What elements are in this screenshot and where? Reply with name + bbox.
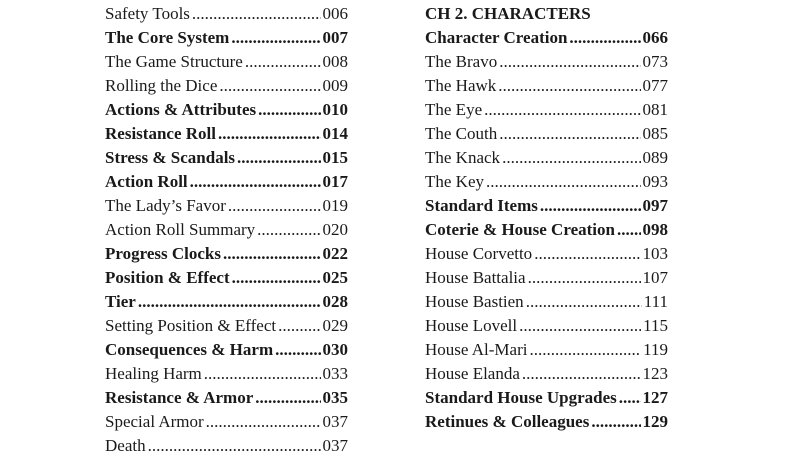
toc-entry-page: 123 (642, 364, 668, 383)
toc-entry[interactable] (425, 122, 668, 146)
dot-leader (223, 242, 320, 266)
dot-leader (540, 194, 641, 218)
dot-leader (619, 386, 641, 410)
dot-leader (255, 386, 320, 410)
toc-entry-title: Consequences & Harm (105, 340, 274, 359)
dot-leader (245, 50, 321, 74)
toc-entry[interactable] (425, 218, 668, 242)
toc-entry-page: 103 (642, 244, 668, 263)
dot-leader (528, 266, 641, 290)
toc-entry-title: The Eye (425, 100, 483, 119)
toc-entry[interactable] (105, 26, 348, 50)
toc-entry-title: The Lady’s Favor (105, 196, 226, 215)
toc-entry-title: Safety Tools (105, 4, 190, 23)
toc-entry-title: Actions & Attributes (105, 100, 257, 119)
toc-entry-title: Setting Position & Effect (105, 316, 277, 335)
dot-leader (190, 170, 321, 194)
toc-entry[interactable] (105, 362, 348, 386)
toc-entry[interactable] (105, 242, 348, 266)
toc-entry-page: 097 (642, 196, 668, 215)
dot-leader (275, 338, 320, 362)
toc-entry[interactable] (425, 266, 668, 290)
toc-entry-page: 015 (322, 148, 348, 167)
toc-entry-page: 037 (322, 412, 348, 431)
dot-leader (499, 50, 640, 74)
dot-leader (237, 146, 320, 170)
dot-leader (617, 218, 641, 242)
dot-leader (258, 98, 320, 122)
toc-entry-page: 077 (642, 76, 668, 95)
dot-leader (569, 26, 640, 50)
toc-right-column (425, 2, 668, 434)
toc-entry-title: Healing Harm (105, 364, 202, 383)
toc-entry-page: 020 (322, 220, 348, 239)
dot-leader (228, 194, 321, 218)
toc-entry[interactable] (425, 314, 668, 338)
toc-entry[interactable] (105, 434, 348, 458)
toc-entry[interactable] (425, 50, 668, 74)
toc-entry-page: 119 (643, 340, 668, 359)
toc-entry-page: 107 (642, 268, 668, 287)
toc-entry-page: 014 (322, 124, 348, 143)
toc-entry[interactable] (105, 410, 348, 434)
toc-entry-title: Resistance & Armor (105, 388, 254, 407)
toc-entry-title: Standard House Upgrades (425, 388, 617, 407)
toc-entry-page: 025 (322, 268, 348, 287)
toc-entry-page: 089 (642, 148, 668, 167)
dot-leader (591, 410, 640, 434)
toc-entry[interactable] (425, 338, 668, 362)
toc-entry-page: 085 (642, 124, 668, 143)
toc-entry-title: Resistance Roll (105, 124, 216, 143)
dot-leader (526, 290, 642, 314)
toc-entry-page: 022 (322, 244, 348, 263)
toc-entry-title: House Elanda (425, 364, 520, 383)
toc-entry-page: 035 (322, 388, 348, 407)
dot-leader (138, 290, 321, 314)
toc-entry-page: 081 (642, 100, 668, 119)
dot-leader (204, 362, 321, 386)
toc-entry-page: 073 (642, 52, 668, 71)
toc-entry[interactable] (105, 290, 348, 314)
toc-entry-title: Tier (105, 292, 136, 311)
toc-entry-title: Progress Clocks (105, 244, 222, 263)
toc-entry-page: 017 (322, 172, 348, 191)
dot-leader (486, 170, 640, 194)
toc-entry[interactable] (105, 338, 348, 362)
dot-leader (232, 266, 321, 290)
toc-entry-title: Action Roll (105, 172, 188, 191)
toc-entry-title: Character Creation (425, 28, 568, 47)
toc-entry[interactable] (105, 50, 348, 74)
toc-entry-title: Death (105, 436, 146, 455)
toc-left-column (105, 2, 348, 458)
toc-entry-title: House Bastien (425, 292, 524, 311)
toc-entry[interactable] (425, 242, 668, 266)
toc-entry-page: 009 (322, 76, 348, 95)
toc-entry-page: 028 (322, 292, 348, 311)
dot-leader (257, 218, 320, 242)
toc-entry-title: House Al-Mari (425, 340, 528, 359)
toc-entry-page: 127 (642, 388, 668, 407)
toc-entry-page: 066 (642, 28, 668, 47)
toc-entry[interactable] (425, 386, 668, 410)
toc-entry-page: 093 (642, 172, 668, 191)
toc-entry[interactable] (105, 74, 348, 98)
dot-leader (218, 122, 321, 146)
toc-entry[interactable] (425, 410, 668, 434)
dot-leader (502, 146, 640, 170)
toc-entry[interactable] (425, 194, 668, 218)
toc-entry-title: The Game Structure (105, 52, 243, 71)
dot-leader (498, 74, 640, 98)
toc-entry[interactable] (105, 98, 348, 122)
toc-entry[interactable] (425, 74, 668, 98)
toc-entry-title: Action Roll Summary (105, 220, 256, 239)
toc-entry-title: Coterie & House Creation (425, 220, 615, 239)
toc-entry[interactable] (105, 386, 348, 410)
toc-entry-page: 115 (643, 316, 668, 335)
dot-leader (534, 242, 640, 266)
toc-entry[interactable] (105, 194, 348, 218)
toc-entry[interactable] (425, 362, 668, 386)
toc-entry-page: 010 (322, 100, 348, 119)
toc-entry[interactable] (105, 218, 348, 242)
toc-entry-page: 111 (643, 292, 668, 311)
toc-entry[interactable] (105, 122, 348, 146)
toc-entry-title: House Corvetto (425, 244, 533, 263)
dot-leader (519, 314, 641, 338)
toc-entry-page: 037 (322, 436, 348, 455)
toc-entry-title: The Couth (425, 124, 498, 143)
dot-leader (499, 122, 640, 146)
dot-leader (231, 26, 320, 50)
toc-entry-title: The Knack (425, 148, 501, 167)
toc-entry[interactable] (105, 266, 348, 290)
toc-entry-title: The Key (425, 172, 485, 191)
dot-leader (522, 362, 641, 386)
toc-entry[interactable] (425, 98, 668, 122)
toc-entry[interactable] (425, 290, 668, 314)
toc-entry[interactable] (105, 2, 348, 26)
toc-entry[interactable] (425, 146, 668, 170)
chapter-heading: CH 2. CHARACTERS (425, 4, 591, 23)
toc-entry[interactable] (105, 146, 348, 170)
dot-leader (278, 314, 320, 338)
toc-entry-title: Retinues & Colleagues (425, 412, 590, 431)
toc-entry-title: Position & Effect (105, 268, 230, 287)
toc-entry-title: The Hawk (425, 76, 497, 95)
toc-entry-page: 033 (322, 364, 348, 383)
toc-entry-page: 007 (322, 28, 348, 47)
dot-leader (206, 410, 321, 434)
toc-entry-page: 008 (322, 52, 348, 71)
toc-entry-title: Stress & Scandals (105, 148, 236, 167)
toc-entry-title: The Core System (105, 28, 230, 47)
toc-entry-page: 019 (322, 196, 348, 215)
toc-entry-title: House Lovell (425, 316, 518, 335)
toc-entry-page: 006 (322, 4, 348, 23)
toc-entry-title: The Bravo (425, 52, 498, 71)
toc-entry-page: 098 (642, 220, 668, 239)
toc-entry[interactable] (425, 170, 668, 194)
toc-entry-page: 129 (642, 412, 668, 431)
toc-entry-page: 030 (322, 340, 348, 359)
toc-entry[interactable] (425, 26, 668, 50)
toc-entry[interactable] (105, 170, 348, 194)
dot-leader (192, 2, 321, 26)
toc-entry-title: Rolling the Dice (105, 76, 218, 95)
dot-leader (219, 74, 320, 98)
toc-entry[interactable] (105, 314, 348, 338)
toc-entry-title: Special Armor (105, 412, 204, 431)
dot-leader (484, 98, 640, 122)
dot-leader (529, 338, 641, 362)
dot-leader (148, 434, 321, 458)
toc-entry-title: House Battalia (425, 268, 526, 287)
toc-entry-title: Standard Items (425, 196, 538, 215)
toc-entry-page: 029 (322, 316, 348, 335)
